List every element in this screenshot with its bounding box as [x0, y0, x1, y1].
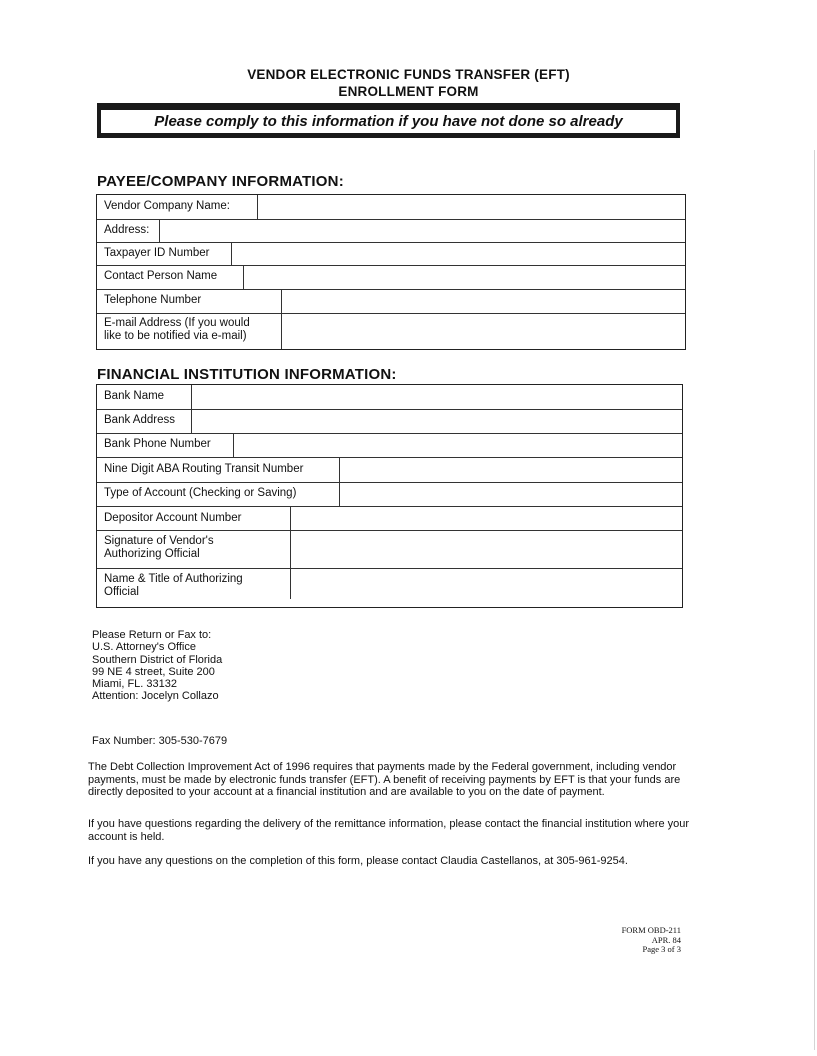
financial-row-name-title [97, 568, 682, 607]
financial-info-table [96, 384, 683, 608]
payee-row-taxpayer-id [97, 242, 685, 266]
return-line: U.S. Attorney's Office [92, 641, 196, 654]
label-vendor-company-name: Vendor Company Name: [104, 200, 230, 212]
payee-section-title: PAYEE/COMPANY INFORMATION: [97, 173, 344, 190]
financial-row-bank-name [97, 385, 682, 410]
routing-number-field[interactable] [340, 457, 682, 482]
email-address-field[interactable] [282, 313, 685, 349]
page-number: Page 3 of 3 [642, 944, 681, 954]
payee-info-table [96, 194, 686, 350]
eft-requirement-paragraph: The Debt Collection Improvement Act of 1996 requires that payments made by the Federal government, including vendor payments, must be made by electronic funds transfer (EFT). A benefit of receiving payments by EFT is that your funds are directly deposited to your account at a financial institution and are available to you on the date of payment. [88, 761, 681, 798]
bank-name-field[interactable] [192, 385, 682, 409]
financial-section-title: FINANCIAL INSTITUTION INFORMATION: [97, 366, 397, 383]
fax-number: Fax Number: 305-530-7679 [92, 735, 228, 747]
financial-row-account-number [97, 506, 682, 531]
label-telephone-number: Telephone Number [104, 294, 202, 306]
payee-row-address [97, 219, 685, 243]
form-code-block [622, 926, 681, 955]
form-questions-paragraph: If you have any questions on the completion of this form, please contact Claudia Castellanos, at 305-961-9254. [88, 855, 628, 867]
scan-edge-line [814, 150, 815, 1050]
label-bank-address: Bank Address [104, 414, 175, 426]
label-depositor-account-number: Depositor Account Number [104, 512, 242, 524]
taxpayer-id-field[interactable] [232, 242, 685, 265]
signature-field[interactable] [291, 530, 682, 568]
bank-address-field[interactable] [192, 409, 682, 433]
payee-row-vendor-company [97, 195, 685, 220]
label-contact-person-name: Contact Person Name [104, 270, 218, 282]
address-field[interactable] [160, 219, 685, 242]
telephone-number-field[interactable] [282, 289, 685, 313]
form-number: FORM OBD-211 [621, 925, 681, 935]
label-taxpayer-id: Taxpayer ID Number [104, 247, 210, 259]
return-line: 99 NE 4 street, Suite 200 [92, 665, 215, 678]
return-line: Please Return or Fax to: [92, 629, 212, 641]
return-line: Southern District of Florida [92, 653, 223, 666]
vendor-company-name-field[interactable] [258, 195, 685, 219]
payee-row-email [97, 313, 685, 349]
financial-row-routing-number [97, 457, 682, 483]
depositor-account-number-field[interactable] [291, 506, 682, 530]
account-type-field[interactable] [340, 482, 682, 506]
return-line: Miami, FL. 33132 [92, 678, 177, 691]
compliance-banner [97, 103, 680, 138]
form-title-line1: VENDOR ELECTRONIC FUNDS TRANSFER (EFT) [247, 67, 570, 82]
form-title-line2: ENROLLMENT FORM [338, 84, 479, 99]
label-address: Address: [104, 224, 150, 236]
financial-row-account-type [97, 482, 682, 507]
name-title-field[interactable] [291, 568, 682, 607]
form-date: APR. 84 [651, 934, 681, 945]
label-routing-number: Nine Digit ABA Routing Transit Number [104, 463, 304, 475]
label-bank-name: Bank Name [104, 390, 165, 402]
return-line: Attention: Jocelyn Collazo [92, 690, 219, 703]
compliance-banner-text: Please comply to this information if you have not done so already [154, 113, 623, 130]
label-email-address: E-mail Address (If you would like to be notified via e-mail) [104, 317, 250, 342]
payee-row-telephone [97, 289, 685, 314]
payee-row-contact-person [97, 265, 685, 290]
label-name-title-authorizing-official: Name & Title of Authorizing Official [104, 573, 243, 598]
contact-person-name-field[interactable] [244, 265, 685, 289]
financial-row-bank-address [97, 409, 682, 434]
return-address-block [92, 629, 222, 703]
financial-row-bank-phone [97, 433, 682, 458]
remittance-questions-paragraph: If you have questions regarding the delivery of the remittance information, please contact the financial institution where your account is held. [88, 818, 690, 843]
label-signature-authorizing-official: Signature of Vendor's Authorizing Official [104, 535, 214, 560]
bank-phone-number-field[interactable] [234, 433, 682, 457]
financial-row-signature [97, 530, 682, 569]
label-account-type: Type of Account (Checking or Saving) [104, 487, 297, 499]
label-bank-phone-number: Bank Phone Number [104, 438, 211, 450]
